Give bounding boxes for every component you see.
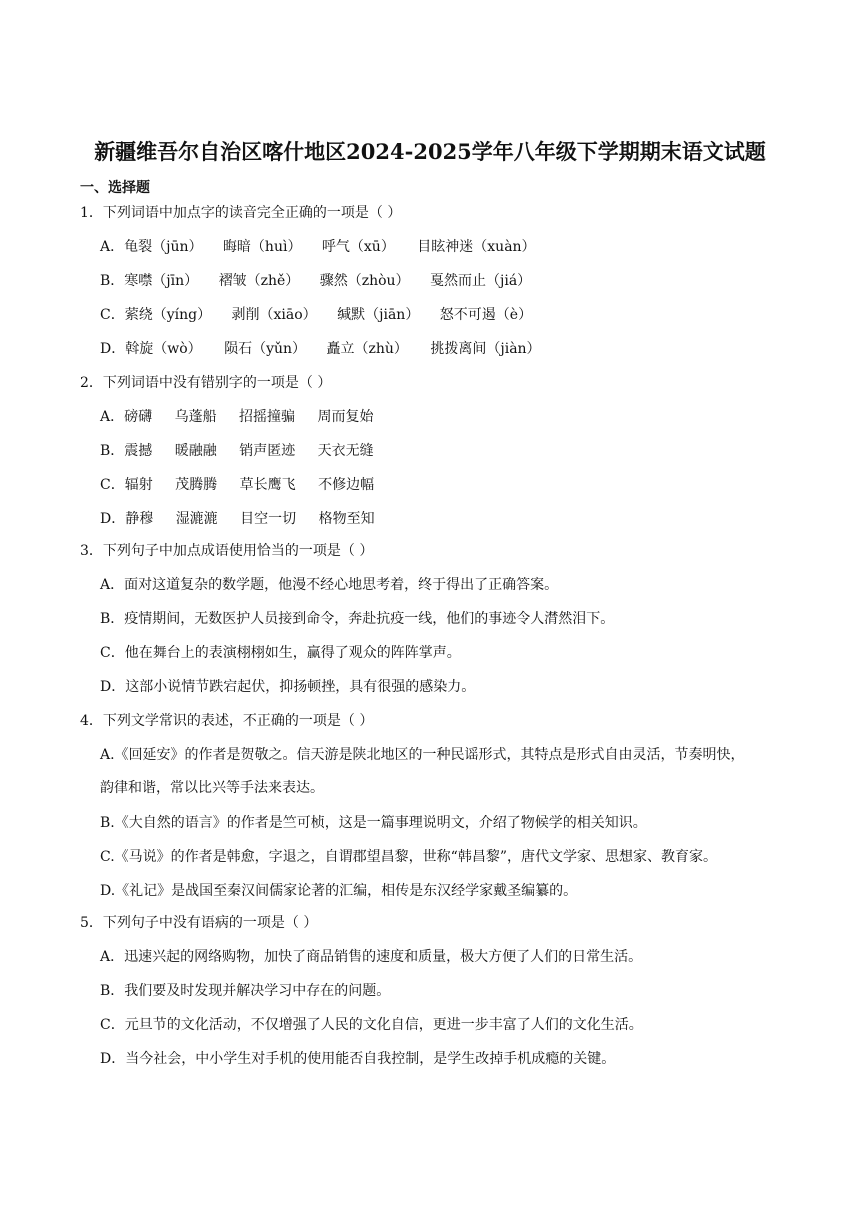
question-5-option-b[interactable]: B．我们要及时发现并解决学习中存在的问题。 [100, 983, 391, 999]
option-part: 剥削（xiāo） [231, 307, 317, 323]
option-part: 茂腾腾 [175, 477, 218, 493]
question-1-option-c[interactable] [100, 305, 532, 325]
question-2-option-b[interactable] [100, 441, 374, 461]
question-1-option-d[interactable] [100, 339, 541, 359]
page-title: 新疆维吾尔自治区喀什地区2024-2025学年八年级下学期期末语文试题 [94, 139, 766, 164]
option-part: A．磅礴 [100, 409, 153, 425]
question-1-option-b[interactable] [100, 271, 531, 291]
question-4-option-b[interactable]: B.《大自然的语言》的作者是竺可桢，这是一篇事理说明文，介绍了物候学的相关知识。 [100, 815, 647, 831]
option-part: 暖融融 [174, 443, 217, 459]
option-part: 周而复始 [317, 409, 374, 425]
option-part: 草长鹰飞 [239, 477, 296, 493]
question-5-stem: 5．下列句子中没有语病的一项是（ ） [80, 915, 318, 931]
option-part: D．静穆 [100, 511, 154, 527]
option-part: 湿漉漉 [175, 511, 218, 527]
question-3-option-a[interactable]: A．面对这道复杂的数学题，他漫不经心地思考着，终于得出了正确答案。 [100, 577, 559, 593]
question-4-option-a-continued[interactable]: 韵律和谐，常以比兴等手法来表达。 [100, 780, 324, 796]
question-4-option-a[interactable]: A.《回延安》的作者是贺敬之。信天游是陕北地区的一种民谣形式，其特点是形式自由灵活，节奏明快， [100, 747, 745, 763]
question-2-stem: 2．下列词语中没有错别字的一项是（ ） [80, 375, 332, 391]
question-3-stem: 3．下列句子中加点成语使用恰当的一项是（ ） [80, 543, 374, 559]
question-4-option-d[interactable]: D.《礼记》是战国至秦汉间儒家论著的汇编，相传是东汉经学家戴圣编纂的。 [100, 883, 578, 899]
question-5-option-c[interactable]: C．元旦节的文化活动，不仅增强了人民的文化自信，更进一步丰富了人们的文化生活。 [100, 1017, 643, 1033]
option-part: 戛然而止（jiá） [430, 273, 532, 289]
option-part: C．辐射 [100, 477, 153, 493]
question-2-option-c[interactable] [100, 475, 374, 495]
question-1-stem: 1．下列词语中加点字的读音完全正确的一项是（ ） [80, 205, 402, 221]
question-3-option-b[interactable]: B．疫情期间，无数医护人员接到命令，奔赴抗疫一线，他们的事迹令人潸然泪下。 [100, 611, 615, 627]
option-part: B．震撼 [100, 443, 153, 459]
option-part: 陨石（yǔn） [224, 341, 307, 357]
question-5-option-d[interactable]: D．当今社会，中小学生对手机的使用能否自我控制，是学生改掉手机成瘾的关键。 [100, 1051, 616, 1067]
option-part: 招摇撞骗 [239, 409, 296, 425]
option-part: 销声匿迹 [239, 443, 296, 459]
option-part: D．斡旋（wò） [100, 341, 202, 357]
option-part: 挑拨离间（jiàn） [430, 341, 541, 357]
option-part: 不修边幅 [318, 477, 375, 493]
option-part: B．寒噤（jīn） [100, 273, 199, 289]
question-3-option-c[interactable]: C．他在舞台上的表演栩栩如生，赢得了观众的阵阵掌声。 [100, 645, 461, 661]
option-part: 格物至知 [318, 511, 375, 527]
option-part: 呼气（xū） [321, 239, 395, 255]
option-part: 缄默（jiān） [337, 307, 420, 323]
option-part: 目空一切 [240, 511, 297, 527]
option-part: 乌蓬船 [174, 409, 217, 425]
option-part: 天衣无缝 [317, 443, 374, 459]
question-3-option-d[interactable]: D．这部小说情节跌宕起伏，抑扬顿挫，具有很强的感染力。 [100, 679, 476, 695]
section-heading: 一、选择题 [80, 180, 150, 196]
question-5-option-a[interactable]: A．迅速兴起的网络购物，加快了商品销售的速度和质量，极大方便了人们的日常生活。 [100, 949, 643, 965]
option-part: 怒不可遏（è） [439, 307, 533, 323]
question-1-option-a[interactable] [100, 237, 536, 257]
option-part: A．龟裂（jūn） [100, 239, 203, 255]
option-part: 晦暗（huì） [222, 239, 302, 255]
question-2-option-a[interactable] [100, 407, 373, 427]
option-part: 目眩神迷（xuàn） [417, 239, 536, 255]
question-4-stem: 4．下列文学常识的表述，不正确的一项是（ ） [80, 713, 374, 729]
option-part: 矗立（zhù） [326, 341, 408, 357]
question-4-option-c[interactable]: C.《马说》的作者是韩愈，字退之，自谓郡望昌黎，世称“韩昌黎”，唐代文学家、思想家、教育家。 [100, 849, 717, 865]
option-part: 褶皱（zhě） [218, 273, 300, 289]
option-part: 骤然（zhòu） [319, 273, 410, 289]
question-2-option-d[interactable] [100, 509, 375, 529]
option-part: C．萦绕（yíng） [100, 307, 212, 323]
